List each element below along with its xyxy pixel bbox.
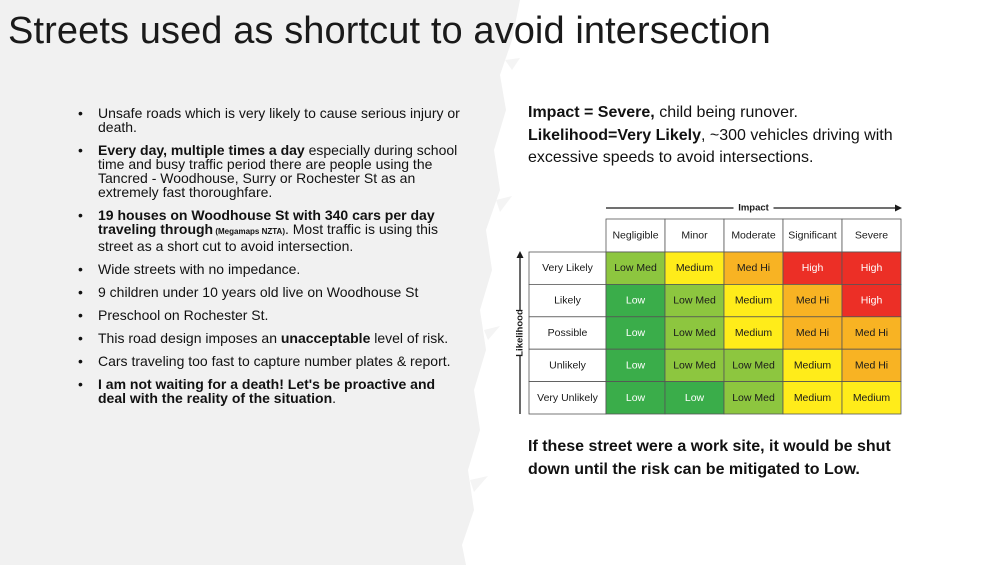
column-header-label: Minor — [681, 229, 708, 242]
impact-axis-label: Impact — [738, 202, 769, 214]
row-header-label: Very Likely — [542, 262, 593, 275]
bullet-text: level of risk. — [370, 330, 449, 346]
risk-cell-label: Low Med — [673, 359, 716, 372]
risk-cell-label: Low Med — [732, 359, 775, 372]
risk-cell-label: Low Med — [614, 262, 657, 275]
column-header-label: Severe — [854, 229, 889, 242]
conclusion-text: If these street were a work site, it would be shut down until the risk can be mitigated to Low. — [528, 438, 891, 478]
impact-label: Impact = Severe, — [528, 104, 655, 121]
column-header-label: Negligible — [612, 229, 659, 242]
risk-cell-label: Low Med — [673, 327, 716, 339]
risk-cell-label: Low — [625, 391, 646, 404]
risk-cell-label: Medium — [793, 391, 832, 404]
risk-cell-label: Low — [625, 327, 646, 339]
column-header-label: Moderate — [731, 229, 776, 242]
column-header-label: Significant — [788, 229, 837, 242]
row-header-label: Possible — [547, 327, 588, 339]
risk-cell-label: Medium — [734, 327, 773, 339]
risk-cell-label: Med Hi — [854, 359, 889, 372]
likelihood-arrow-head — [517, 251, 524, 258]
row-header-label: Very Unlikely — [537, 391, 598, 404]
risk-cell-label: Low — [625, 359, 646, 372]
risk-cell-label: Medium — [734, 294, 773, 307]
risk-cell-label: Low Med — [732, 391, 775, 404]
risk-cell-label: Med Hi — [795, 294, 830, 307]
row-header-label: Likely — [554, 294, 581, 307]
bullet-bold: Every day, multiple times a day — [98, 142, 305, 158]
risk-cell-label: Low — [625, 294, 646, 307]
risk-cell-label: Low — [684, 391, 705, 404]
risk-cell-label: Low Med — [673, 294, 716, 307]
bullet-text: Cars traveling too fast to capture number plates & report. — [98, 353, 451, 369]
bullet-text: Preschool on Rochester St. — [98, 307, 269, 323]
risk-cell-label: Medium — [852, 391, 891, 404]
impact-text: child being runover. — [654, 104, 798, 121]
bullet-bold: I am not waiting for a death! Let's be proactive and deal with the reality of the situation — [98, 376, 436, 406]
bullet-source: (Megamaps NZTA) — [213, 227, 285, 236]
row-header-label: Unlikely — [549, 359, 586, 372]
bullet-text: . Most traffic is using this street as a short cut to avoid intersection. — [98, 221, 438, 254]
risk-cell-label: Med Hi — [854, 327, 889, 339]
risk-cell-label: Medium — [675, 262, 714, 275]
likelihood-label: Likelihood=Very Likely — [528, 126, 701, 144]
bullet-text: Wide streets with no impedance. — [98, 261, 301, 277]
likelihood-text: , ~300 vehicles driving with excessive speeds to avoid intersections. — [528, 126, 893, 166]
bullet-text: especially during school time and busy traffic period there are people using the Tancred - Woodhouse, Surry or Rochester St as an extremely fast thoroughfare. — [98, 142, 458, 200]
risk-cell-label: Med Hi — [736, 262, 771, 275]
risk-cell-label: High — [860, 294, 883, 307]
bullet-bold: 19 houses on Woodhouse St with 340 cars per day traveling through — [98, 207, 435, 237]
bullet-text: 9 children under 10 years old live on Woodhouse St — [98, 284, 419, 300]
risk-cell-label: Med Hi — [795, 327, 830, 339]
impact-arrow-head — [895, 205, 902, 212]
bullet-text: This road design imposes an — [98, 330, 281, 346]
bullet-text: . — [332, 390, 337, 406]
bullet-bold: unacceptable — [280, 330, 371, 346]
risk-cell-label: High — [860, 262, 883, 275]
bullet-text: Unsafe roads which is very likely to cause serious injury or death. — [98, 105, 460, 135]
risk-cell-label: Medium — [793, 359, 832, 372]
likelihood-axis-label: Likelihood — [514, 309, 526, 357]
risk-cell-label: High — [801, 262, 824, 275]
slide-title: Streets used as shortcut to avoid intersection — [8, 10, 771, 52]
